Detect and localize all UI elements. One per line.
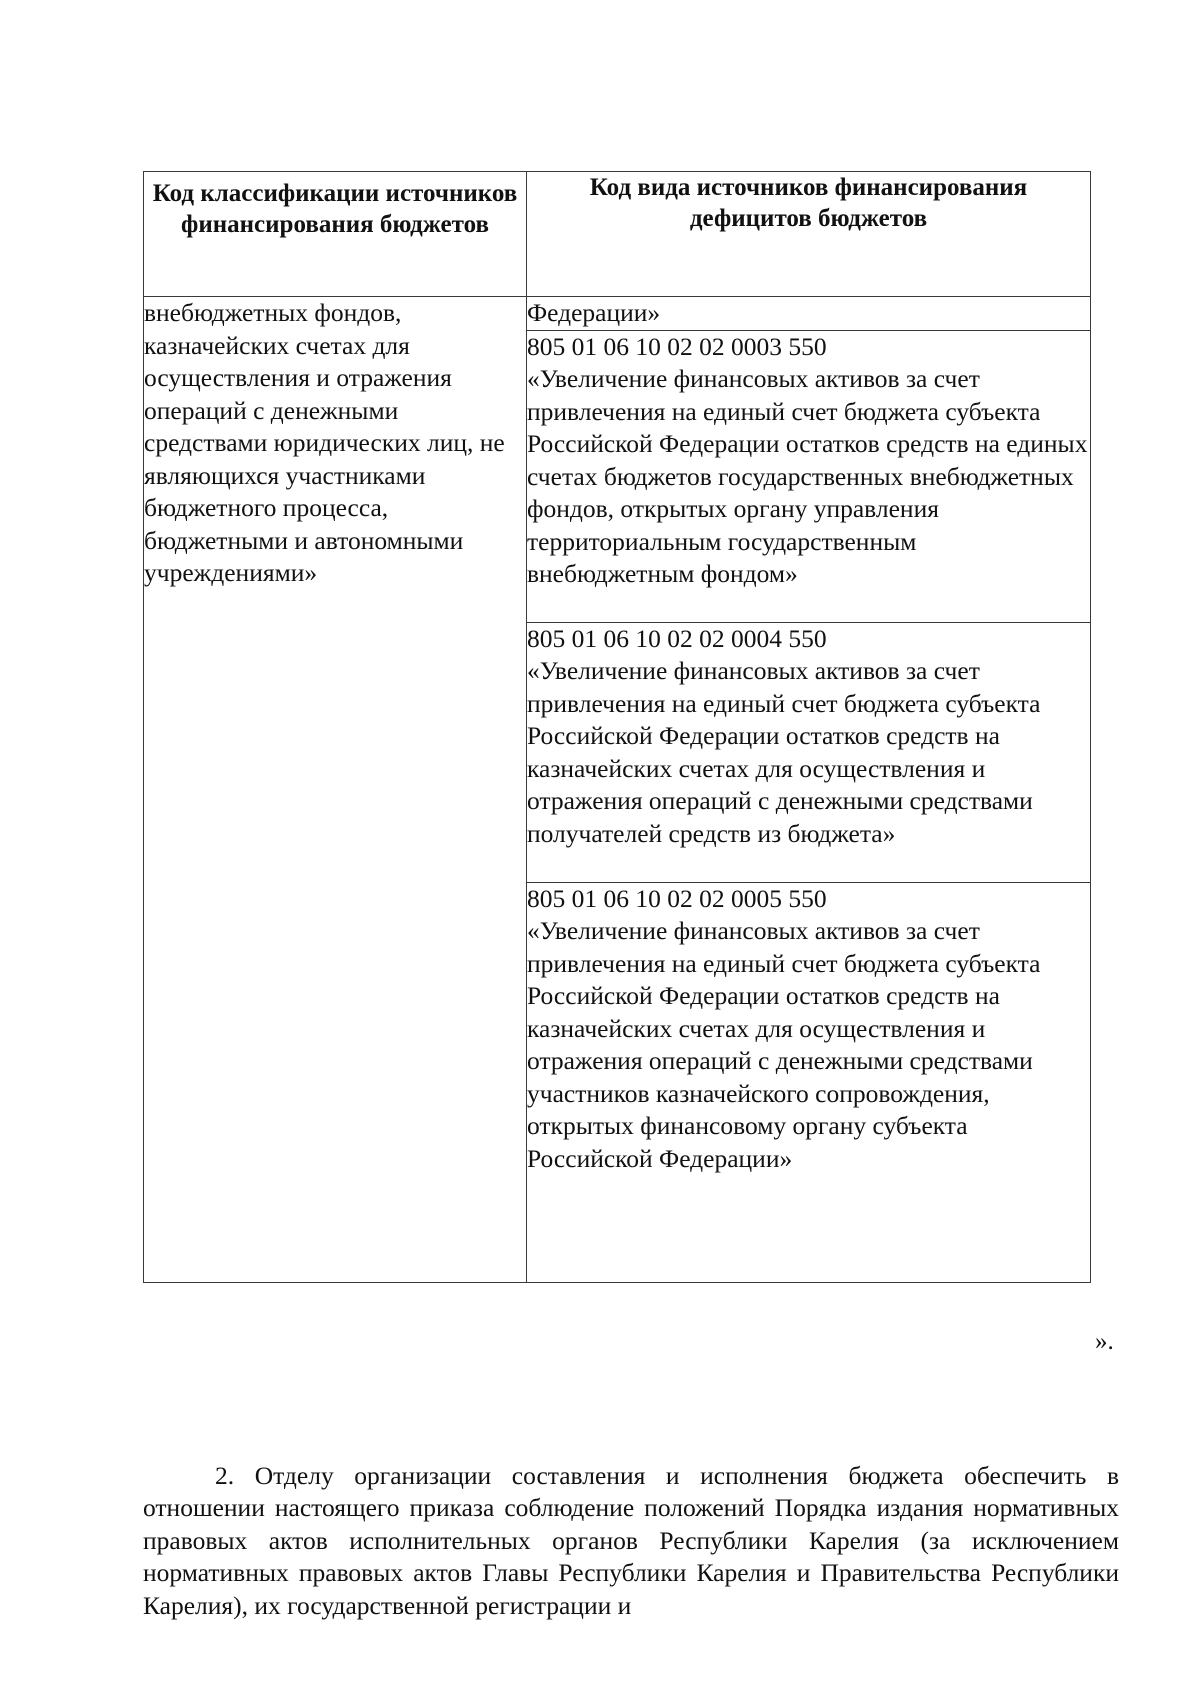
- header-source-type-code: Код вида источников финансирования дефицитов бюджетов: [527, 172, 1091, 297]
- source-code: 805 01 06 10 02 02 0005 550: [527, 883, 827, 913]
- table-row: [144, 297, 1091, 331]
- table-cell: [527, 297, 1091, 331]
- classification-description-cell: внебюджетных фондов, казначейских счетах для осуществления и отражения операций с денежными средствами юридических лиц, не являющихся участниками бюджетного процесса, бюджетными и автономными учреждениями»: [144, 297, 527, 1283]
- source-description: «Увеличение финансовых активов за счет привлечения на единый счет бюджета субъекта Российской Федерации остатков средств на казначейских счетах для осуществления и отражения операций с денежными средствами участников казначейского сопровождения, открытых финансовому органу субъекта Российской Федерации»: [527, 916, 1041, 1173]
- table-cell: [527, 882, 1091, 1282]
- table-cell: [527, 622, 1091, 882]
- source-description: Федерации»: [527, 298, 661, 327]
- closing-quote: ».: [1095, 1328, 1114, 1355]
- table-cell: [527, 330, 1091, 622]
- classification-table: [143, 171, 1091, 1283]
- body-paragraph: 2. Отделу организации составления и исполнения бюджета обеспечить в отношении настоящего приказа соблюдение положений Порядка издания нормативных правовых актов исполнительных органов Республики Карелия (за исключением нормативных правовых актов Главы Республики Карелия и Правительства Республики Карелия), их государственной регистрации и: [143, 1460, 1119, 1620]
- table-header-row: [144, 172, 1091, 297]
- header-classification-code: Код классификации источников финансирования бюджетов: [144, 172, 527, 297]
- source-description: «Увеличение финансовых активов за счет привлечения на единый счет бюджета субъекта Российской Федерации остатков средств на казначейских счетах для осуществления и отражения операций с денежными средствами получателей средств из бюджета»: [527, 656, 1041, 848]
- source-code: 805 01 06 10 02 02 0004 550: [527, 623, 827, 653]
- source-code: 805 01 06 10 02 02 0003 550: [527, 331, 827, 361]
- source-description: «Увеличение финансовых активов за счет привлечения на единый счет бюджета субъекта Российской Федерации остатков средств на единых счетах бюджетов государственных внебюджетных фондов, открытых органу управления территориальным государственным внебюджетным фондом»: [527, 364, 1088, 588]
